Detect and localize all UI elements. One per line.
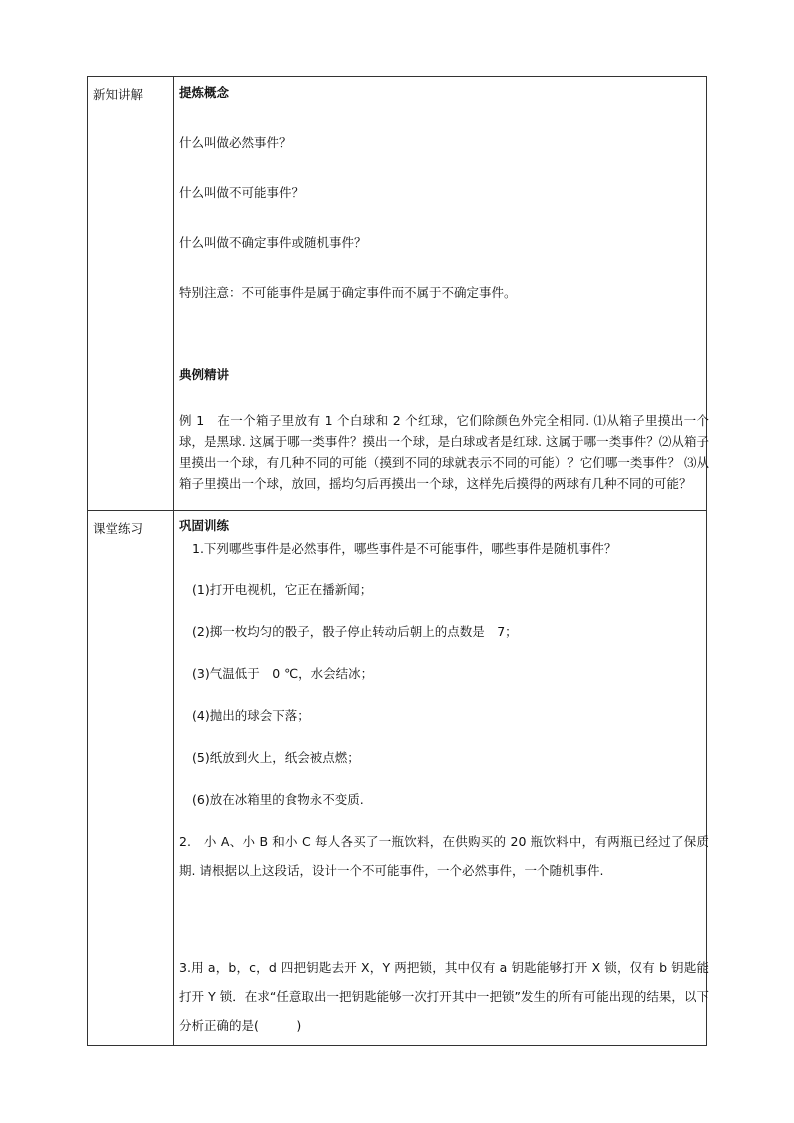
heading-example-explained: 典例精讲 (179, 367, 230, 382)
exercise-1-part-3: (3)气温低于 0 ℃，水会结冰； (192, 666, 374, 681)
question-random-event: 什么叫做不确定事件或随机事件？ (179, 235, 367, 250)
row-content-classroom-practice (174, 511, 707, 1046)
question-impossible-event: 什么叫做不可能事件？ (179, 185, 305, 200)
exercise-1-part-4: (4)抛出的球会下落； (192, 708, 310, 723)
row-content-new-knowledge (174, 77, 707, 511)
exercise-1-part-1: (1)打开电视机，它正在播新闻； (192, 582, 373, 597)
example-1-text: 例 1 在一个箱子里放有 1 个白球和 2 个红球，它们除颜色外完全相同. ⑴从箱子里摸出一个球，是黑球. 这属于哪一类事件？摸出一个球，是白球或者是红球. 这属于哪一类事件？⑵从箱子里摸出一个球，有几种不同的可能（摸到不同的球就表示不同的可能）？它们哪一类事件？ ⑶从箱子里摸出一个球，放回，摇均匀后再摸出一个球，这样先后摸得的两球有几种不同的可能？ (179, 413, 709, 491)
exercise-2-text: 2. 小 A、小 B 和小 C 每人各买了一瓶饮料，在供购买的 20 瓶饮料中，有两瓶已经过了保质期. 请根据以上这段话，设计一个不可能事件，一个必然事件，一个随机事件. (179, 834, 709, 878)
special-note: 特别注意：不可能事件是属于确定事件而不属于不确定事件。 (179, 285, 517, 300)
row-label-new-knowledge: 新知讲解 (88, 77, 174, 511)
lesson-table (87, 76, 707, 1046)
exercise-1-part-2: (2)掷一枚均匀的骰子，骰子停止转动后朝上的点数是 7； (192, 624, 518, 639)
exercise-1-part-5: (5)纸放到火上，纸会被点燃； (192, 750, 360, 765)
heading-refine-concepts: 提炼概念 (179, 85, 230, 100)
heading-consolidation-training: 巩固训练 (179, 518, 230, 533)
row-new-knowledge (88, 77, 707, 511)
exercise-1-part-6: (6)放在冰箱里的食物永不变质. (192, 792, 364, 807)
exercise-1-stem: 1.下列哪些事件是必然事件，哪些事件是不可能事件，哪些事件是随机事件？ (192, 541, 617, 556)
row-classroom-practice (88, 511, 707, 1046)
question-certain-event: 什么叫做必然事件？ (179, 135, 292, 150)
row-label-classroom-practice: 课堂练习 (88, 511, 174, 1046)
exercise-3-text: 3.用 a，b，c，d 四把钥匙去开 X，Y 两把锁，其中仅有 a 钥匙能够打开 X 锁，仅有 b 钥匙能打开 Y 锁．在求“任意取出一把钥匙能够一次打开其中一把锁”发生的所有可能出现的结果，以下分析正确的是( ) (179, 960, 709, 1033)
